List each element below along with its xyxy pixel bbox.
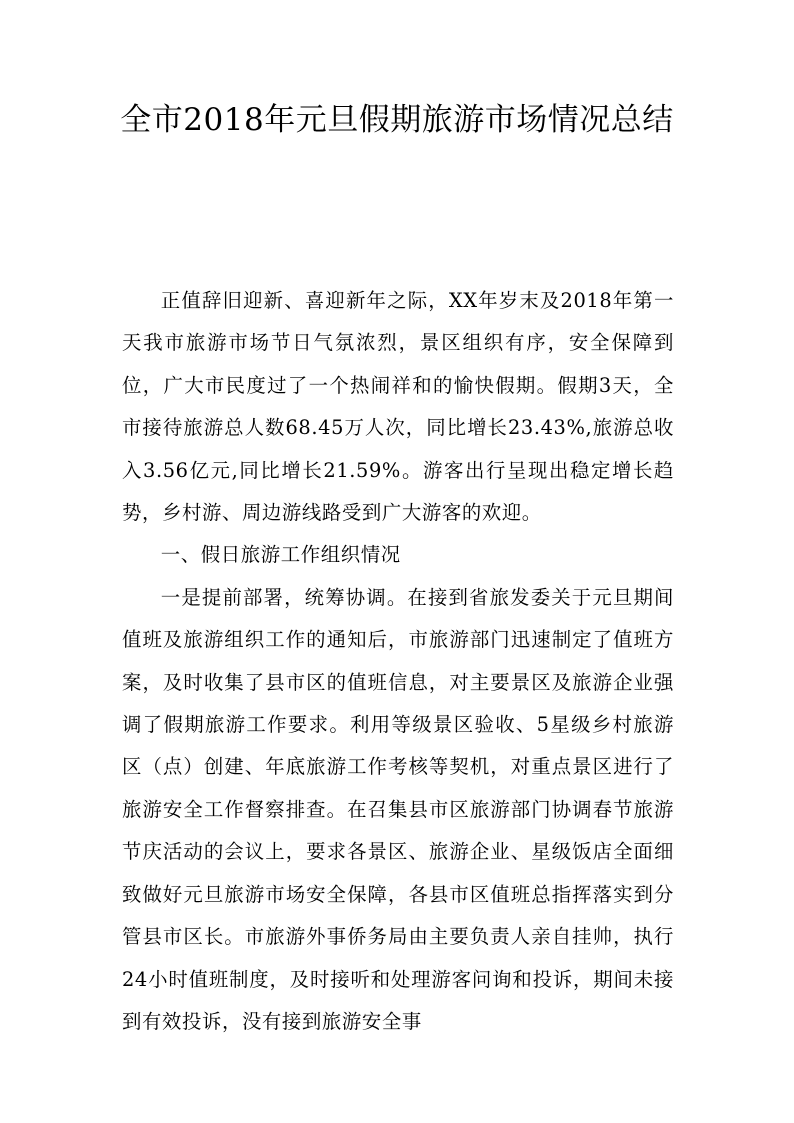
document-body: [122, 280, 674, 1043]
section-paragraph: 一是提前部署，统筹协调。在接到省旅发委关于元旦期间值班及旅游组织工作的通知后，市旅游部门迅速制定了值班方案，及时收集了县市区的值班信息，对主要景区及旅游企业强调了假期旅游工作要求。利用等级景区验收、5星级乡村旅游区（点）创建、年底旅游工作考核等契机，对重点景区进行了旅游安全工作督察排查。在召集县市区旅游部门协调春节旅游节庆活动的会议上，要求各景区、旅游企业、星级饭店全面细致做好元旦旅游市场安全保障，各县市区值班总指挥落实到分管县市区长。市旅游外事侨务局由主要负责人亲自挂帅，执行24小时值班制度，及时接听和处理游客问询和投诉，期间未接到有效投诉，没有接到旅游安全事: [122, 585, 674, 1033]
section-heading: 一、假日旅游工作组织情况: [160, 543, 401, 567]
document-title: 全市2018年元旦假期旅游市场情况总结: [120, 102, 674, 138]
intro-paragraph: 正值辞旧迎新、喜迎新年之际，XX年岁末及2018年第一天我市旅游市场节日气氛浓烈，景区组织有序，安全保障到位，广大市民度过了一个热闹祥和的愉快假期。假期3天，全市接待旅游总人数68.45万人次，同比增长23.43%,旅游总收入3.56亿元,同比增长21.59%。游客出行呈现出稳定增长趋势，乡村游、周边游线路受到广大游客的欢迎。: [122, 289, 674, 525]
